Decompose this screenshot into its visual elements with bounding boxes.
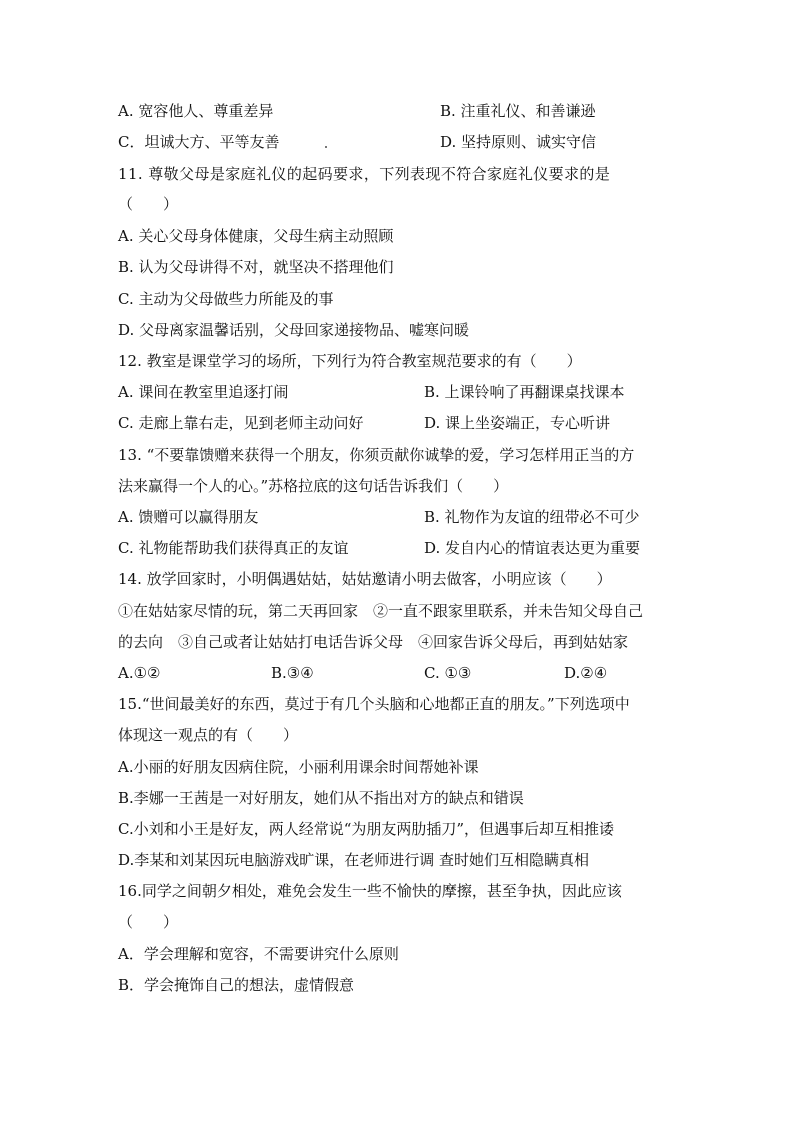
q15-stem-line1: 15.“世间最美好的东西，莫过于有几个头脑和心地都正直的朋友。”下列选项中	[118, 695, 630, 713]
q14-statements-line2: 的去向 ③自己或者让姑姑打电话告诉父母 ④回家告诉父母后，再到姑姑家	[118, 633, 629, 651]
q11-option-a: A. 关心父母身体健康，父母生病主动照顾	[118, 227, 394, 245]
q13-stem-line1: 13. “不要靠馈赠来获得一个朋友，你须贡献你诚挚的爱，学习怎样用正当的方	[118, 446, 635, 464]
q10-option-c: C．坦诚大方、平等友善	[118, 133, 280, 151]
q12-stem: 12. 教室是课堂学习的场所，下列行为符合教室规范要求的有（ ）	[118, 352, 582, 370]
q16-stem-line2: （ ）	[118, 913, 179, 931]
q14-statements-line1: ①在姑姑家尽情的玩，第二天再回家 ②一直不跟家里联系，并未告知父母自己	[118, 602, 644, 620]
q12-option-c: C. 走廊上靠右走，见到老师主动问好	[118, 414, 364, 432]
q14-option-b: B.③④	[271, 664, 314, 682]
q11-option-b: B. 认为父母讲得不对，就坚决不搭理他们	[118, 258, 394, 276]
q12-option-a: A. 课间在教室里追逐打闹	[118, 383, 289, 401]
q13-option-c: C. 礼物能帮助我们获得真正的友谊	[118, 539, 349, 557]
q15-option-a: A.小丽的好朋友因病住院，小丽利用课余时间帮她补课	[118, 758, 479, 776]
q16-option-b: B．学会掩饰自己的想法，虚情假意	[118, 976, 355, 994]
q15-option-d: D.李某和刘某因玩电脑游戏旷课，在老师进行调 查时她们互相隐瞒真相	[118, 851, 590, 869]
q10-option-d: D. 坚持原则、诚实守信	[440, 133, 597, 151]
q13-option-d: D. 发自内心的情谊表达更为重要	[424, 539, 641, 557]
q11-stem-line1: 11. 尊敬父母是家庭礼仪的起码要求，下列表现不符合家庭礼仪要求的是	[118, 165, 611, 183]
q16-stem-line1: 16.同学之间朝夕相处，难免会发生一些不愉快的摩擦，甚至争执，因此应该	[118, 882, 622, 900]
q12-option-b: B. 上课铃响了再翻课桌找课本	[424, 383, 625, 401]
q15-option-c: C.小刘和小王是好友，两人经常说“为朋友两肋插刀”，但遇事后却互相推诿	[118, 820, 615, 838]
q10-option-b: B. 注重礼仪、和善谦逊	[440, 102, 596, 120]
q14-stem: 14. 放学回家时，小明偶遇姑姑，姑姑邀请小明去做客，小明应该（ ）	[118, 570, 612, 588]
q13-option-a: A. 馈赠可以赢得朋友	[118, 508, 259, 526]
stray-dot	[325, 146, 327, 148]
q10-option-a: A. 宽容他人、尊重差异	[118, 102, 274, 120]
q11-option-c: C. 主动为父母做些力所能及的事	[118, 290, 334, 308]
q16-option-a: A．学会理解和宽容，不需要讲究什么原则	[118, 945, 399, 963]
q13-option-b: B. 礼物作为友谊的纽带必不可少	[424, 508, 640, 526]
q11-stem-line2: （ ）	[118, 195, 179, 213]
q11-option-d: D. 父母离家温馨话别，父母回家递接物品、嘘寒问暖	[118, 321, 470, 339]
q13-stem-line2: 法来赢得一个人的心。”苏格拉底的这句话告诉我们（ ）	[118, 477, 509, 495]
q14-option-d: D.②④	[564, 664, 608, 682]
q12-option-d: D. 课上坐姿端正，专心听讲	[424, 414, 611, 432]
q15-option-b: B.李娜一王茜是一对好朋友，她们从不指出对方的缺点和错误	[118, 789, 524, 807]
q14-option-c: C. ①③	[424, 664, 472, 682]
q15-stem-line2: 体现这一观点的有（ ）	[118, 726, 299, 744]
q14-option-a: A.①②	[118, 664, 161, 682]
